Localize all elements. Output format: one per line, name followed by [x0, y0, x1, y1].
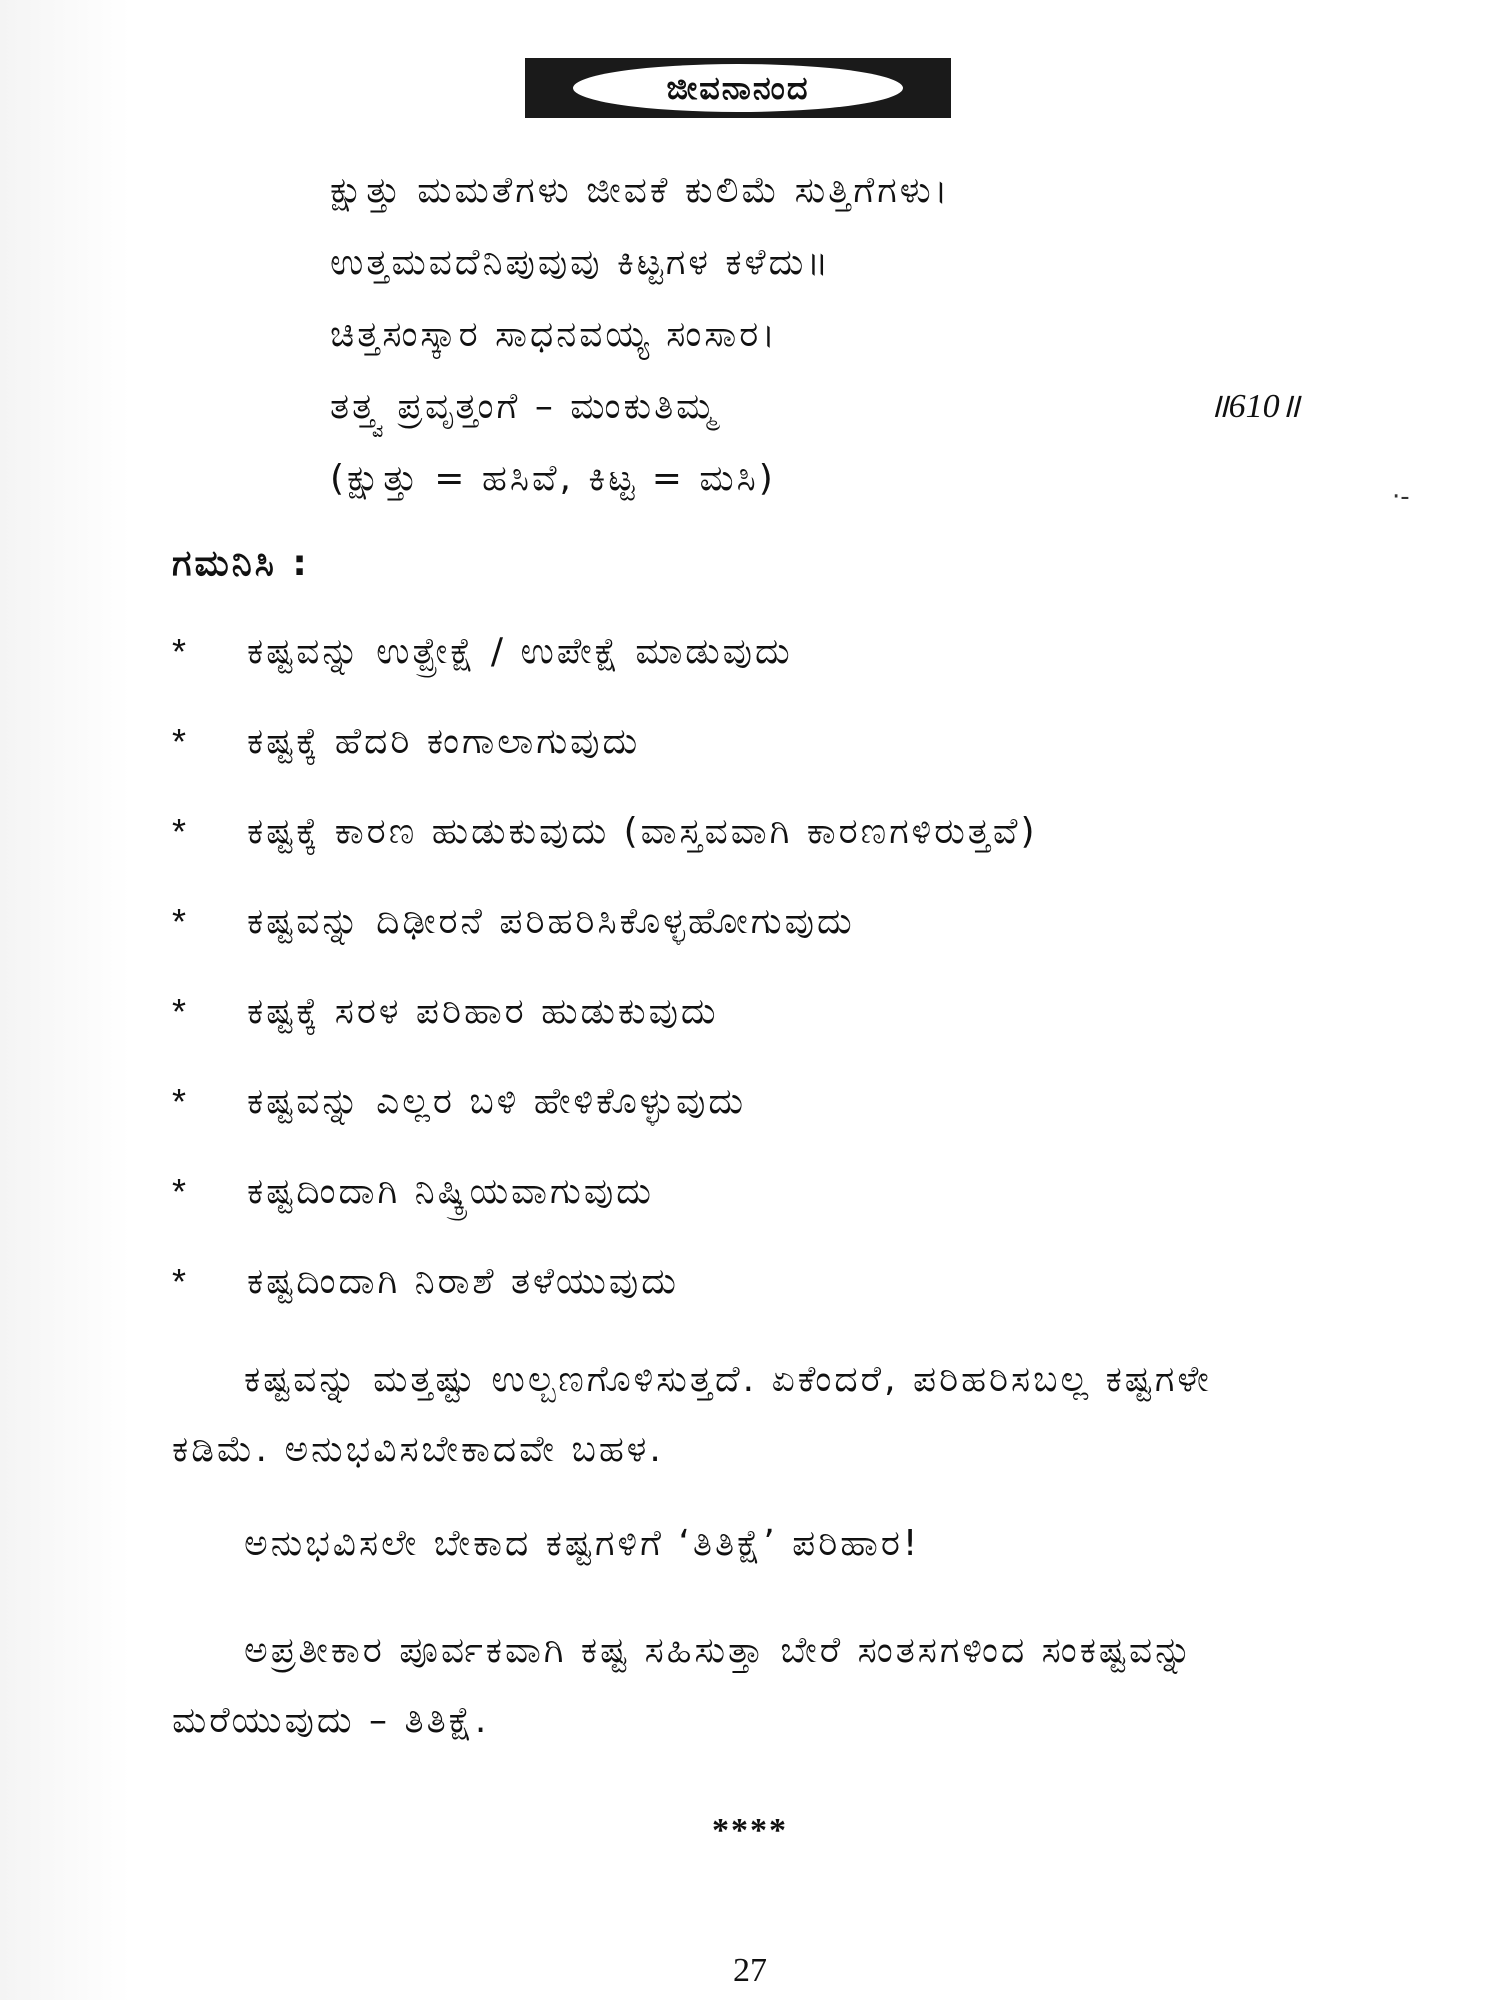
list-item-text: ಕಷ್ಟದಿಂದಾಗಿ ನಿಷ್ಕ್ರಿಯವಾಗುವುದು [247, 1171, 654, 1212]
bullet-star: * [172, 991, 187, 1032]
page-gutter-shadow [0, 0, 130, 2000]
list-item-text: ಕಷ್ಟವನ್ನು ದಿಢೀರನೆ ಪರಿಹರಿಸಿಕೊಳ್ಳಹೋಗುವುದು [247, 901, 855, 942]
list-item [172, 1165, 1372, 1255]
verse-number: ॥610॥ [1208, 388, 1300, 425]
section-separator: **** [712, 1812, 788, 1849]
bullet-star: * [172, 1171, 187, 1212]
list-item [172, 985, 1372, 1075]
verse-line: ಉತ್ತಮವದೆನಿಪುವುವು ಕಿಟ್ಟಗಳ ಕಳೆದು॥ [330, 242, 832, 283]
body-paragraph: ಕಷ್ಟವನ್ನು ಮತ್ತಷ್ಟು ಉಲ್ಬಣಗೊಳಿಸುತ್ತದೆ. ಏಕೆಂದರೆ, ಪರಿಹರಿಸಬಲ್ಲ ಕಷ್ಟಗಳೇ ಕಡಿಮೆ. ಅನುಭವಿಸಬೇಕಾದವೇ ಬಹಳ. [172, 1359, 1212, 1470]
header-banner [525, 58, 951, 118]
list-item [172, 805, 1372, 895]
list-item [172, 895, 1372, 985]
list-item-text: ಕಷ್ಟವನ್ನು ಎಲ್ಲರ ಬಳಿ ಹೇಳಿಕೊಳ್ಳುವುದು [247, 1081, 747, 1122]
bullet-star: * [172, 631, 187, 672]
notice-heading: ಗಮನಿಸಿ : [172, 543, 310, 584]
bullet-star: * [172, 721, 187, 762]
ink-speck: ·- [1392, 482, 1410, 512]
header-title: ಜೀವನಾನಂದ [573, 64, 903, 112]
verse-line: ಕ್ಷುತ್ತು ಮಮತೆಗಳು ಜೀವಕೆ ಕುಲಿಮೆ ಸುತ್ತಿಗೆಗಳು। [330, 170, 951, 211]
list-item-text: ಕಷ್ಟಕ್ಕೆ ಹೆದರಿ ಕಂಗಾಲಾಗುವುದು [247, 721, 641, 762]
list-item [172, 625, 1372, 715]
page-number: 27 [733, 1952, 767, 1989]
verse-line: ತತ್ತ್ವ ಪ್ರವೃತ್ತಂಗೆ – ಮಂಕುತಿಮ್ಮ [330, 386, 719, 427]
bullet-star: * [172, 1081, 187, 1122]
list-item [172, 715, 1372, 805]
notice-list [172, 625, 1372, 1345]
list-item [172, 1075, 1372, 1165]
body-paragraph: ಅನುಭವಿಸಲೇ ಬೇಕಾದ ಕಷ್ಟಗಳಿಗೆ ‘ತಿತಿಕ್ಷೆ’ ಪರಿಹಾರ! [244, 1523, 921, 1564]
body-paragraph: ಅಪ್ರತೀಕಾರ ಪೂರ್ವಕವಾಗಿ ಕಷ್ಟ ಸಹಿಸುತ್ತಾ ಬೇರೆ ಸಂತಸಗಳಿಂದ ಸಂಕಷ್ಟವನ್ನು ಮರೆಯುವುದು – ತಿತಿಕ್ಷೆ. [172, 1630, 1195, 1741]
bullet-star: * [172, 901, 187, 942]
verse-block [330, 155, 1330, 515]
list-item-text: ಕಷ್ಟಕ್ಕೆ ಕಾರಣ ಹುಡುಕುವುದು (ವಾಸ್ತವವಾಗಿ ಕಾರಣಗಳಿರುತ್ತವೆ) [247, 811, 1038, 852]
bullet-star: * [172, 811, 187, 852]
list-item-text: ಕಷ್ಟದಿಂದಾಗಿ ನಿರಾಶೆ ತಳೆಯುವುದು [247, 1261, 679, 1302]
list-item-text: ಕಷ್ಟವನ್ನು ಉತ್ಪ್ರೇಕ್ಷೆ / ಉಪೇಕ್ಷೆ ಮಾಡುವುದು [247, 631, 793, 672]
bullet-star: * [172, 1261, 187, 1302]
verse-line: ಚಿತ್ತಸಂಸ್ಕಾರ ಸಾಧನವಯ್ಯ ಸಂಸಾರ। [330, 314, 778, 355]
list-item-text: ಕಷ್ಟಕ್ಕೆ ಸರಳ ಪರಿಹಾರ ಹುಡುಕುವುದು [247, 991, 719, 1032]
verse-gloss: (ಕ್ಷುತ್ತು = ಹಸಿವೆ, ಕಿಟ್ಟ = ಮಸಿ) [330, 458, 776, 499]
list-item [172, 1255, 1372, 1345]
